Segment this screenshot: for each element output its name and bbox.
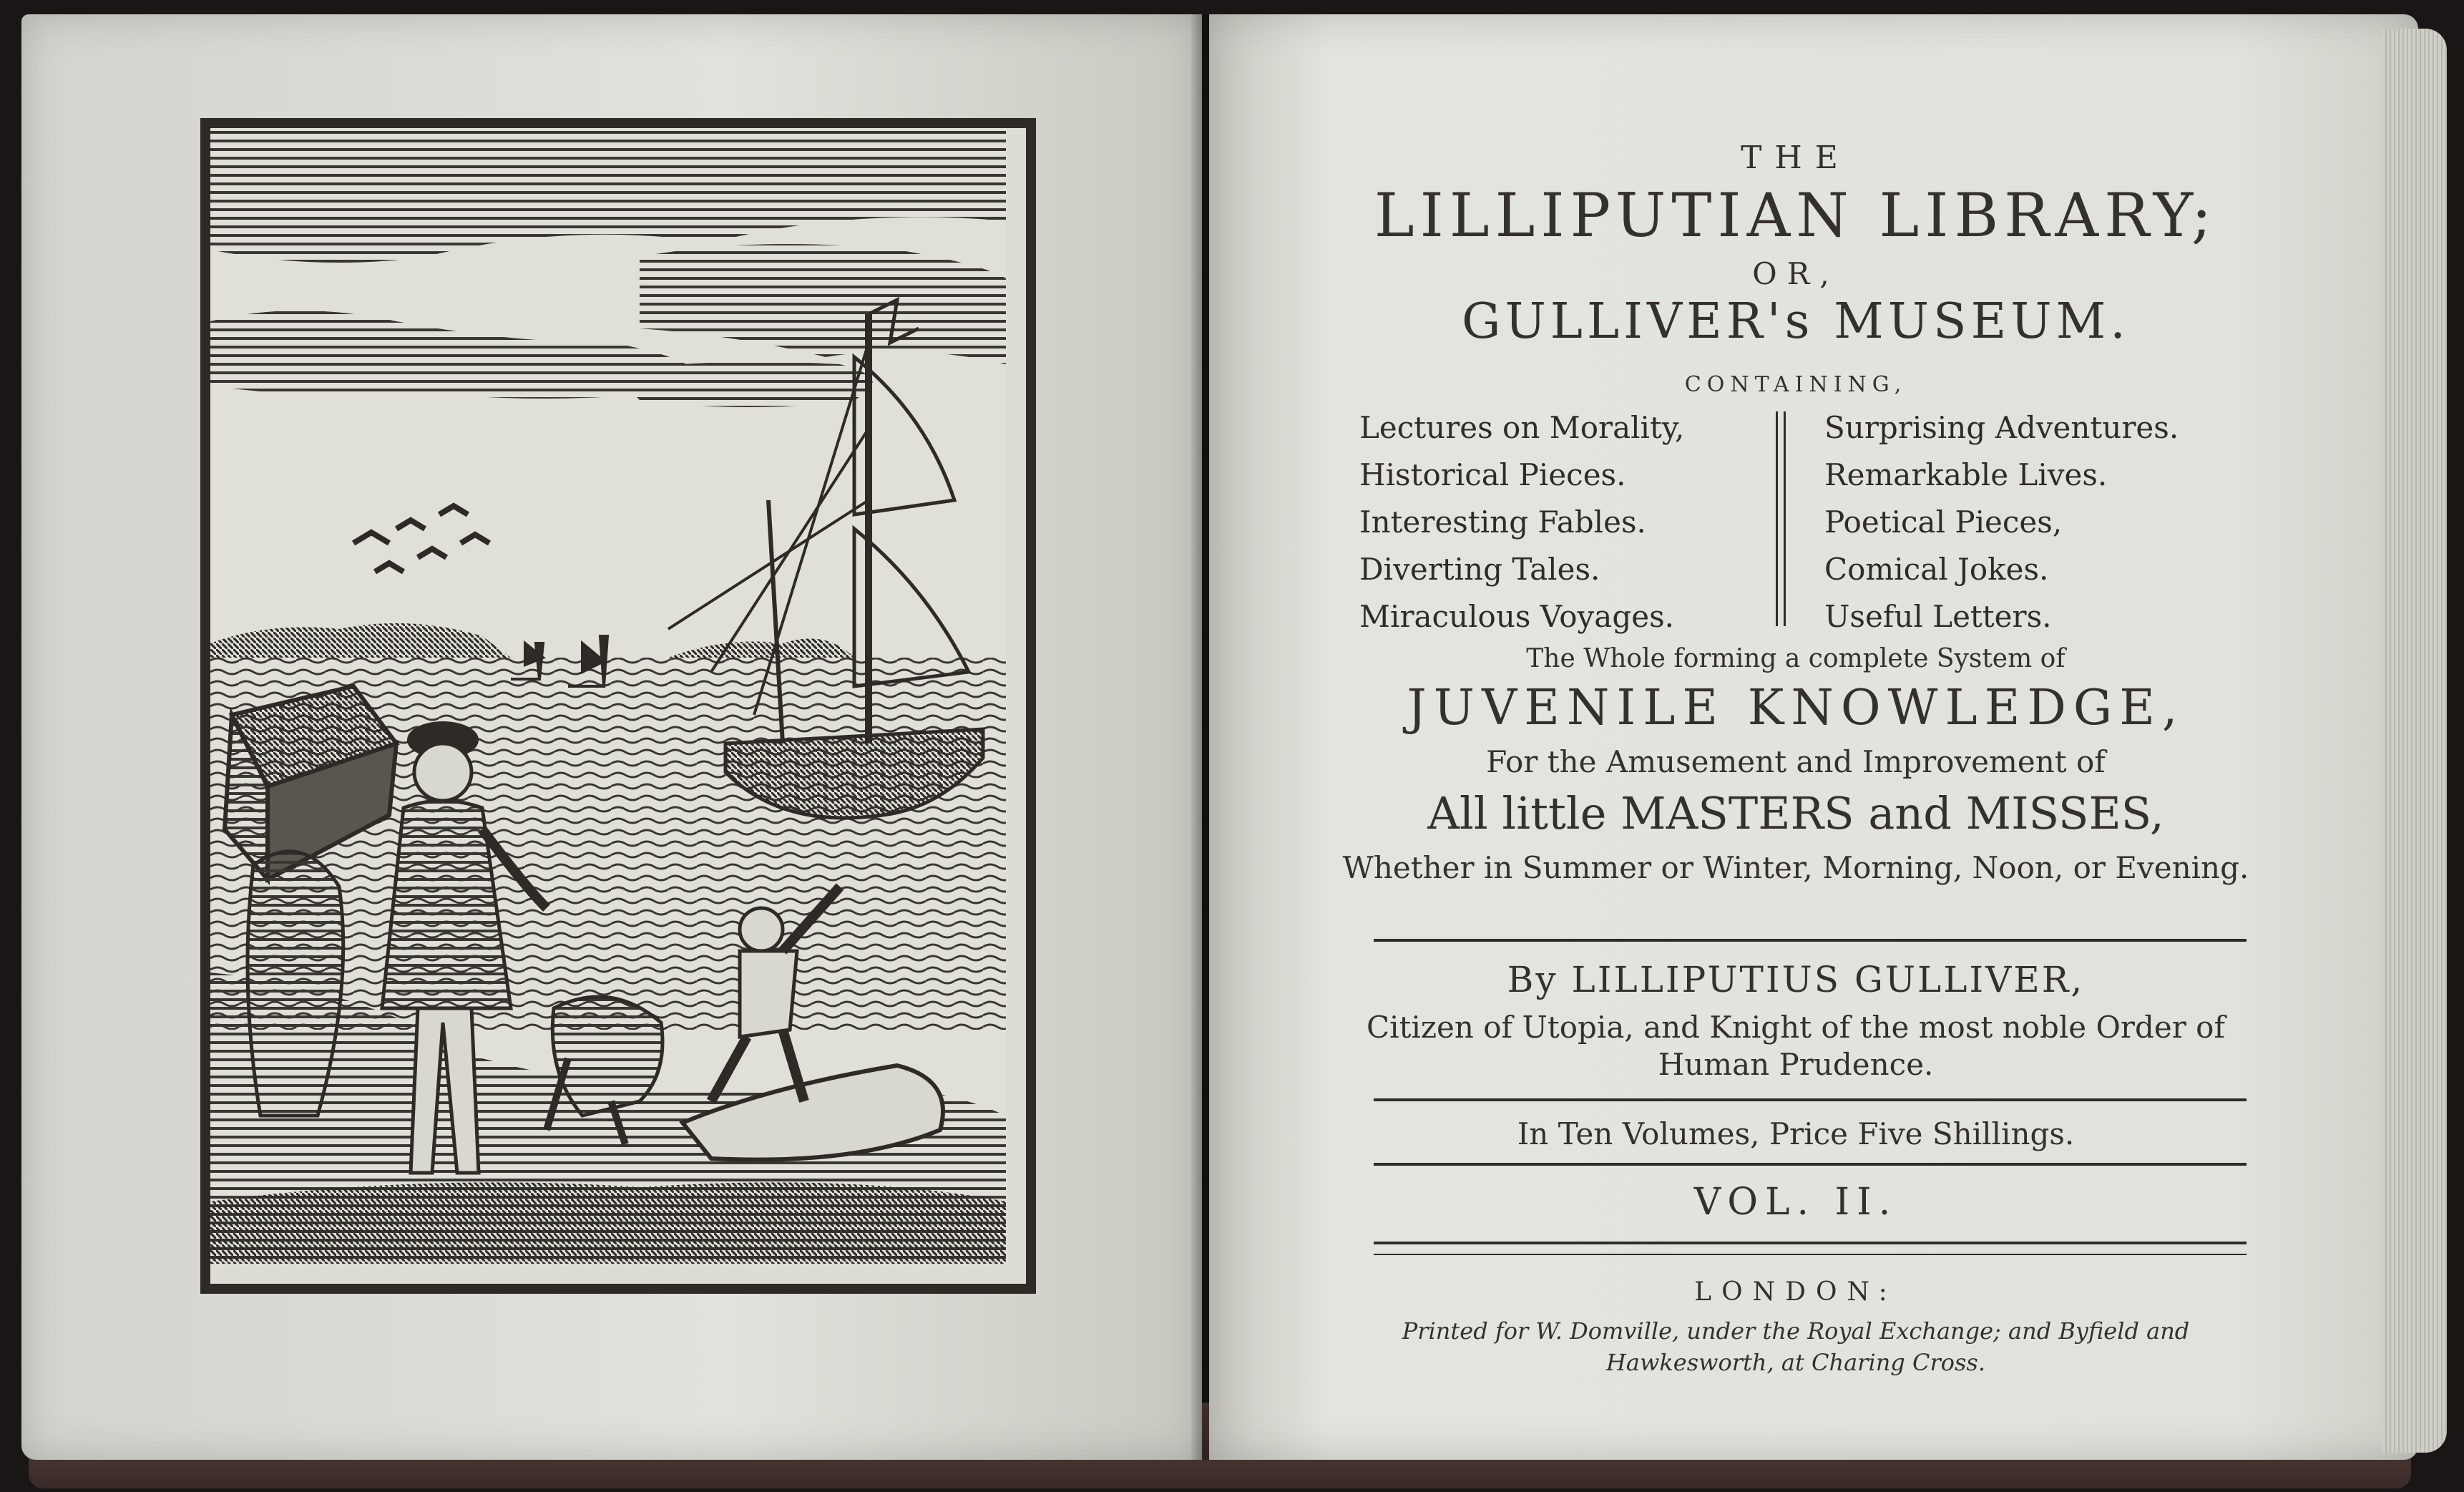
contents-left-column xyxy=(1359,404,1760,640)
contents-item: Historical Pieces. xyxy=(1359,457,1626,492)
rule-3 xyxy=(1374,1163,2247,1166)
page-edges xyxy=(2382,29,2447,1453)
author-line: By LILLIPUTIUS GULLIVER, xyxy=(1507,959,2085,1000)
contents-item: Useful Letters. xyxy=(1824,599,2052,634)
contents-item: Comical Jokes. xyxy=(1824,552,2049,587)
contents-item: Miraculous Voyages. xyxy=(1359,599,1674,634)
contents-list xyxy=(1345,404,2261,633)
imprint-printer: Printed for W. Domville, under the Royal Exchange; and Byfield and Hawkesworth, at Charing Cross. xyxy=(1402,1317,2190,1376)
juvenile-knowledge: JUVENILE KNOWLEDGE, xyxy=(1407,680,2185,736)
rule-1 xyxy=(1374,939,2247,942)
contents-item: Interesting Fables. xyxy=(1359,504,1646,540)
column-divider xyxy=(1776,411,1786,626)
author-description: Citizen of Utopia, and Knight of the most noble Order of Human Prudence. xyxy=(1367,1010,2225,1082)
rule-4 xyxy=(1374,1242,2247,1244)
contents-item: Surprising Adventures. xyxy=(1824,410,2179,445)
containing-label: CONTAINING, xyxy=(1684,372,1907,397)
volume-number: VOL. II. xyxy=(1693,1181,1898,1224)
whether-line: Whether in Summer or Winter, Morning, Noon, or Evening. xyxy=(1342,850,2249,885)
amusement-line: For the Amusement and Improvement of xyxy=(1486,744,2106,779)
rule-5 xyxy=(1374,1254,2247,1255)
masters-misses: All little MASTERS and MISSES, xyxy=(1427,787,2164,839)
contents-right-column xyxy=(1824,404,2254,640)
title-the: THE xyxy=(1741,140,1851,176)
imprint-city: LONDON: xyxy=(1694,1277,1897,1307)
book-subtitle: GULLIVER's MUSEUM. xyxy=(1462,293,2130,350)
rule-2 xyxy=(1374,1098,2247,1101)
contents-item: Poetical Pieces, xyxy=(1824,504,2063,540)
left-page xyxy=(21,14,1202,1460)
frontispiece-woodcut xyxy=(200,118,1036,1294)
contents-item: Diverting Tales. xyxy=(1359,552,1600,587)
book-title: LILLIPUTIAN LIBRARY; xyxy=(1374,180,2218,250)
contents-item: Lectures on Morality, xyxy=(1359,410,1685,445)
woodcut-illustration xyxy=(210,128,1006,1264)
volumes-price: In Ten Volumes, Price Five Shillings. xyxy=(1517,1116,2075,1151)
title-or: OR, xyxy=(1752,256,1839,291)
contents-item: Remarkable Lives. xyxy=(1824,457,2108,492)
whole-line: The Whole forming a complete System of xyxy=(1526,644,2065,673)
